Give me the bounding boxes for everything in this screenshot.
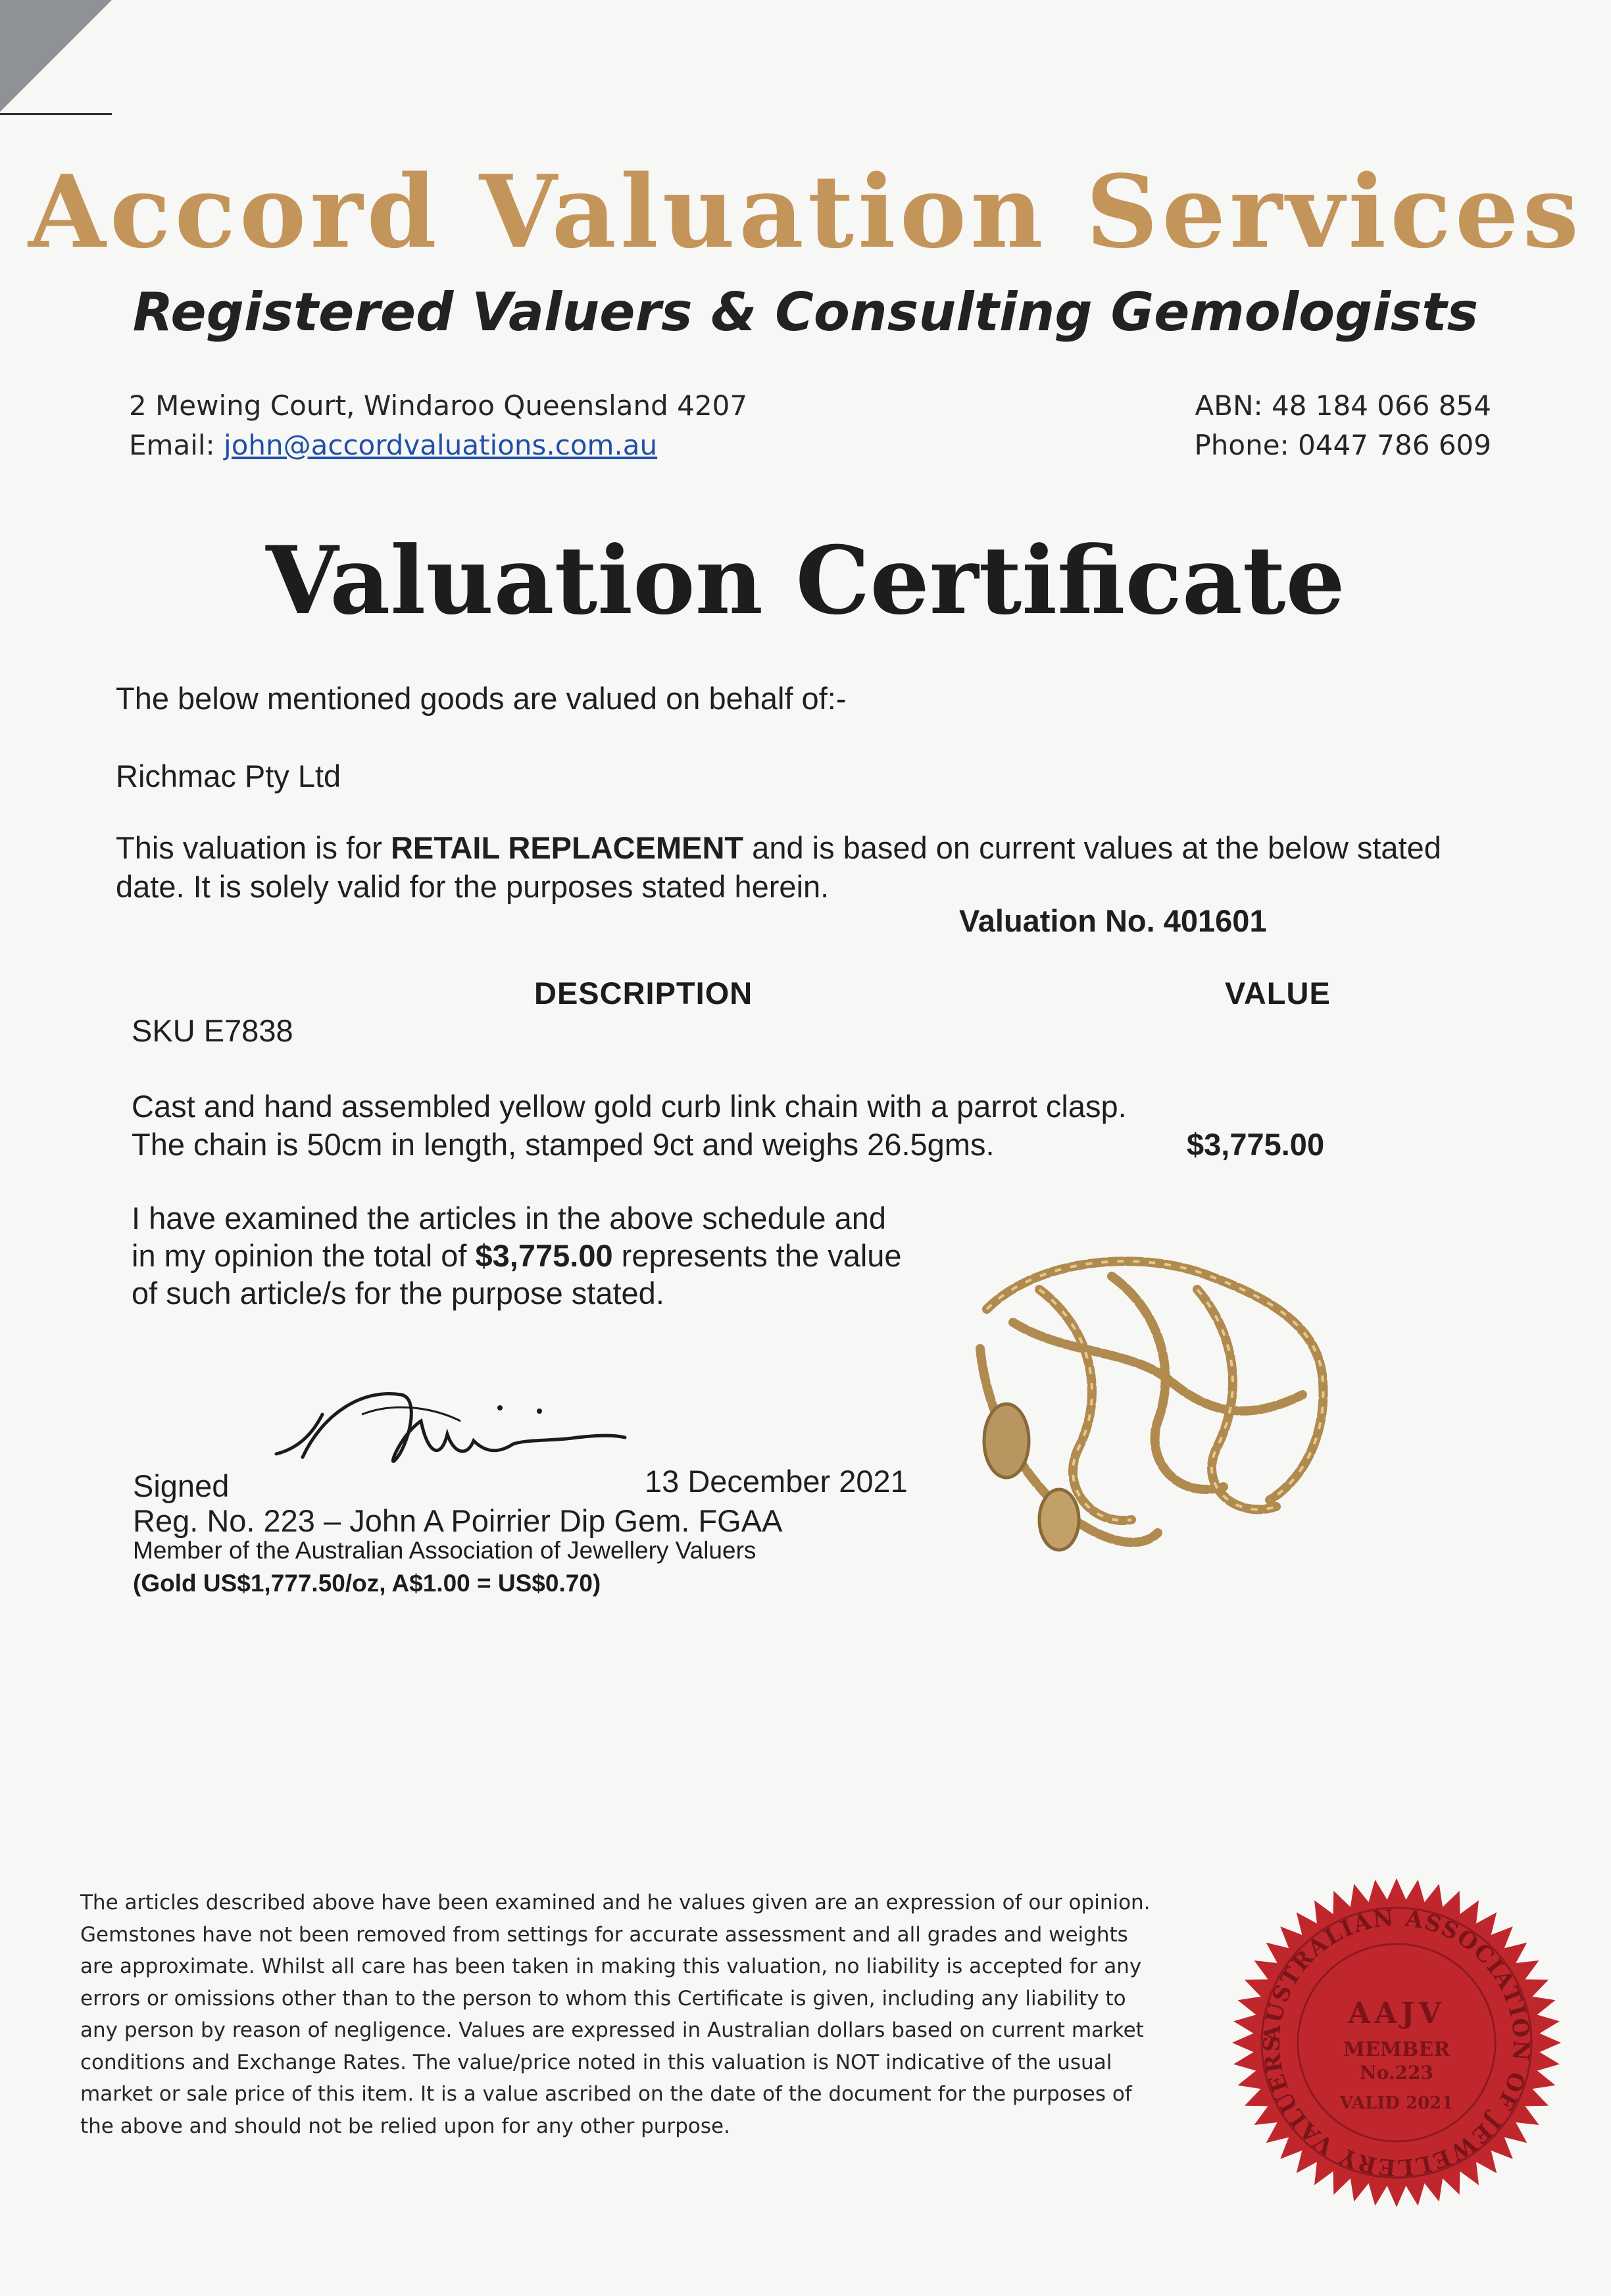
item-value: $3,775.00 xyxy=(1187,1127,1325,1162)
email-row xyxy=(129,429,657,461)
disclaimer-line: any person by reason of negligence. Values are expressed in Australian dollars based on current market xyxy=(80,2018,1144,2042)
disclaimer-line: Gemstones have not been removed from settings for accurate assessment and all grades and weights xyxy=(80,1922,1128,1947)
disclaimer-line: conditions and Exchange Rates. The value/price noted in this valuation is NOT indicative of the usual xyxy=(80,2050,1112,2074)
company-name: Accord Valuation Services xyxy=(28,153,1583,270)
email-label: Email: xyxy=(129,429,224,461)
aajv-member-seal xyxy=(1229,1875,1564,2210)
disclaimer-line: The articles described above have been examined and he values given are an expression of our opinion. xyxy=(80,1891,1151,1914)
seal-member-number: No.223 xyxy=(1360,2062,1433,2084)
valuation-number: Valuation No. 401601 xyxy=(959,903,1267,938)
intro-text: The below mentioned goods are valued on behalf of:- xyxy=(116,681,847,716)
purpose-type: RETAIL REPLACEMENT xyxy=(390,830,744,865)
disclaimer-line: market or sale price of this item. It is a value ascribed on the date of the document for the purposes of xyxy=(80,2082,1132,2106)
registration-line: Reg. No. 223 – John A Poirrier Dip Gem. FGAA xyxy=(133,1503,783,1538)
seal-ring-text: AUSTRALIAN ASSOCIATION OF JEWELLERY VALUERS xyxy=(1258,1905,1535,2181)
certificate-title: Valuation Certificate xyxy=(266,526,1345,636)
value-header: VALUE xyxy=(1225,976,1331,1011)
email-link[interactable]: john@accordvaluations.com.au xyxy=(224,429,658,461)
opinion-total: $3,775.00 xyxy=(475,1238,613,1273)
disclaimer xyxy=(80,1887,1212,2142)
company-tagline: Registered Valuers & Consulting Gemologists xyxy=(132,282,1479,343)
client-name: Richmac Pty Ltd xyxy=(116,759,341,793)
purpose-prefix: This valuation is for xyxy=(116,830,391,865)
purpose-line-2: date. It is solely valid for the purposes stated herein. xyxy=(116,869,830,904)
opinion-prefix: in my opinion the total of xyxy=(132,1238,476,1273)
seal-member-label: MEMBER xyxy=(1343,2038,1450,2061)
disclaimer-line: errors or omissions other than to the person to whom this Certificate is given, including any liability to xyxy=(80,1986,1126,2010)
company-address: 2 Mewing Court, Windaroo Queensland 4207 xyxy=(129,389,748,422)
purpose-line-1 xyxy=(116,828,1441,867)
signed-date: 13 December 2021 xyxy=(645,1464,908,1499)
seal-valid: VALID 2021 xyxy=(1339,2093,1454,2113)
description-header: DESCRIPTION xyxy=(534,976,753,1011)
membership-line: Member of the Australian Association of Jewellery Valuers xyxy=(133,1537,756,1564)
gold-rate: (Gold US$1,777.50/oz, A$1.00 = US$0.70) xyxy=(133,1570,601,1597)
disclaimer-line: are approximate. Whilst all care has been taken in making this valuation, no liability is accepted for any xyxy=(80,1955,1142,1978)
opinion-line-3: of such article/s for the purpose stated. xyxy=(132,1276,664,1310)
description-line-1: Cast and hand assembled yellow gold curb link chain with a parrot clasp. xyxy=(132,1089,1127,1124)
purpose-suffix: and is based on current values at the below stated xyxy=(743,830,1441,865)
abn: ABN: 48 184 066 854 xyxy=(1195,389,1491,422)
sku: SKU E7838 xyxy=(132,1013,293,1048)
description-line-2: The chain is 50cm in length, stamped 9ct and weighs 26.5gms. xyxy=(132,1127,995,1162)
opinion-line-2 xyxy=(132,1236,902,1275)
signed-label: Signed xyxy=(133,1468,230,1503)
seal-abbreviation: AAJV xyxy=(1348,1997,1445,2030)
disclaimer-line: the above and should not be relied upon for any other purpose. xyxy=(80,2114,730,2138)
opinion-line-1: I have examined the articles in the above schedule and xyxy=(132,1201,887,1235)
opinion-suffix: represents the value xyxy=(612,1238,902,1273)
corner-divider xyxy=(0,113,112,115)
gold-chain-photo xyxy=(960,1250,1342,1572)
signature-image xyxy=(263,1375,632,1487)
page-corner-fold xyxy=(0,0,112,112)
phone: Phone: 0447 786 609 xyxy=(1194,429,1491,461)
